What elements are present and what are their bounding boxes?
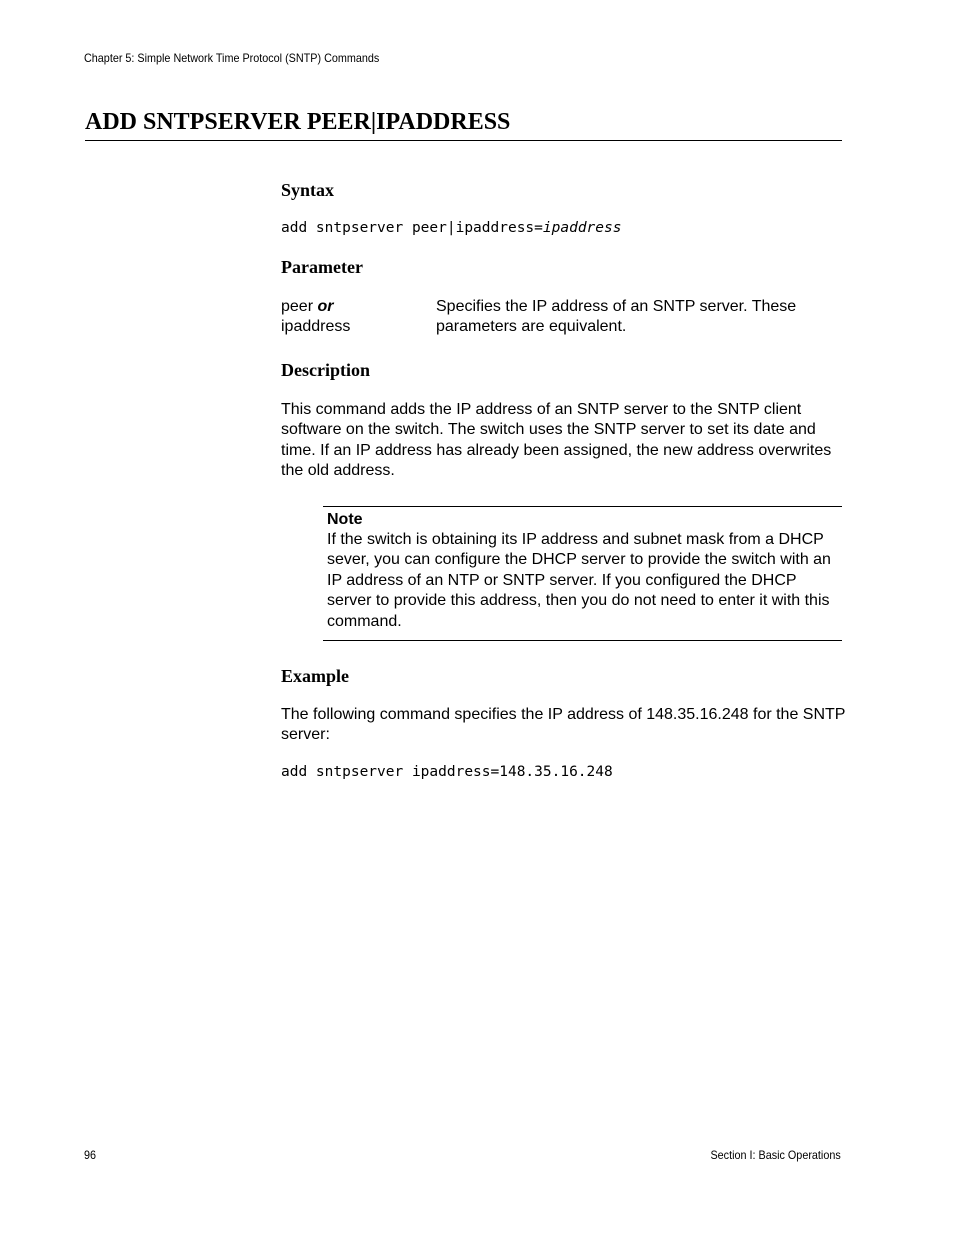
page-title: ADD SNTPSERVER PEER|IPADDRESS xyxy=(85,109,511,135)
parameter-description: Specifies the IP address of an SNTP server. These parameters are equivalent. xyxy=(436,298,797,336)
example-text: The following command specifies the IP address of 148.35.16.248 for the SNTP server: xyxy=(281,706,846,744)
syntax-command-variable: ipaddress xyxy=(542,220,622,236)
note-label: Note xyxy=(327,511,363,528)
parameter-name-separator: or xyxy=(317,298,334,315)
parameter-name-second: ipaddress xyxy=(281,318,351,336)
note-text: If the switch is obtaining its IP address and subnet mask from a DHCP sever, you can configure the DHCP server to provide the switch with an IP address of an NTP or SNTP server. If you configured the DHCP server to provide this address, then you do not need to enter it with this command. xyxy=(327,531,831,630)
parameter-name xyxy=(281,297,421,338)
syntax-command xyxy=(281,218,621,238)
footer-section: Section I: Basic Operations xyxy=(710,1148,841,1162)
description-text: This command adds the IP address of an SNTP server to the SNTP client software on the switch. The switch uses the SNTP server to set its date and time. If an IP address has already been assigned, the new address overwrites the old address. xyxy=(281,401,832,480)
running-header: Chapter 5: Simple Network Time Protocol (SNTP) Commands xyxy=(84,51,380,65)
example-heading: Example xyxy=(281,666,350,686)
footer-page-number: 96 xyxy=(84,1148,97,1162)
syntax-heading: Syntax xyxy=(281,180,335,200)
title-rule xyxy=(85,140,842,141)
syntax-command-prefix: add sntpserver peer|ipaddress= xyxy=(281,220,543,236)
parameter-heading: Parameter xyxy=(281,257,363,277)
parameter-name-first: peer xyxy=(281,298,314,315)
example-command: add sntpserver ipaddress=148.35.16.248 xyxy=(281,764,613,780)
description-heading: Description xyxy=(281,360,370,380)
